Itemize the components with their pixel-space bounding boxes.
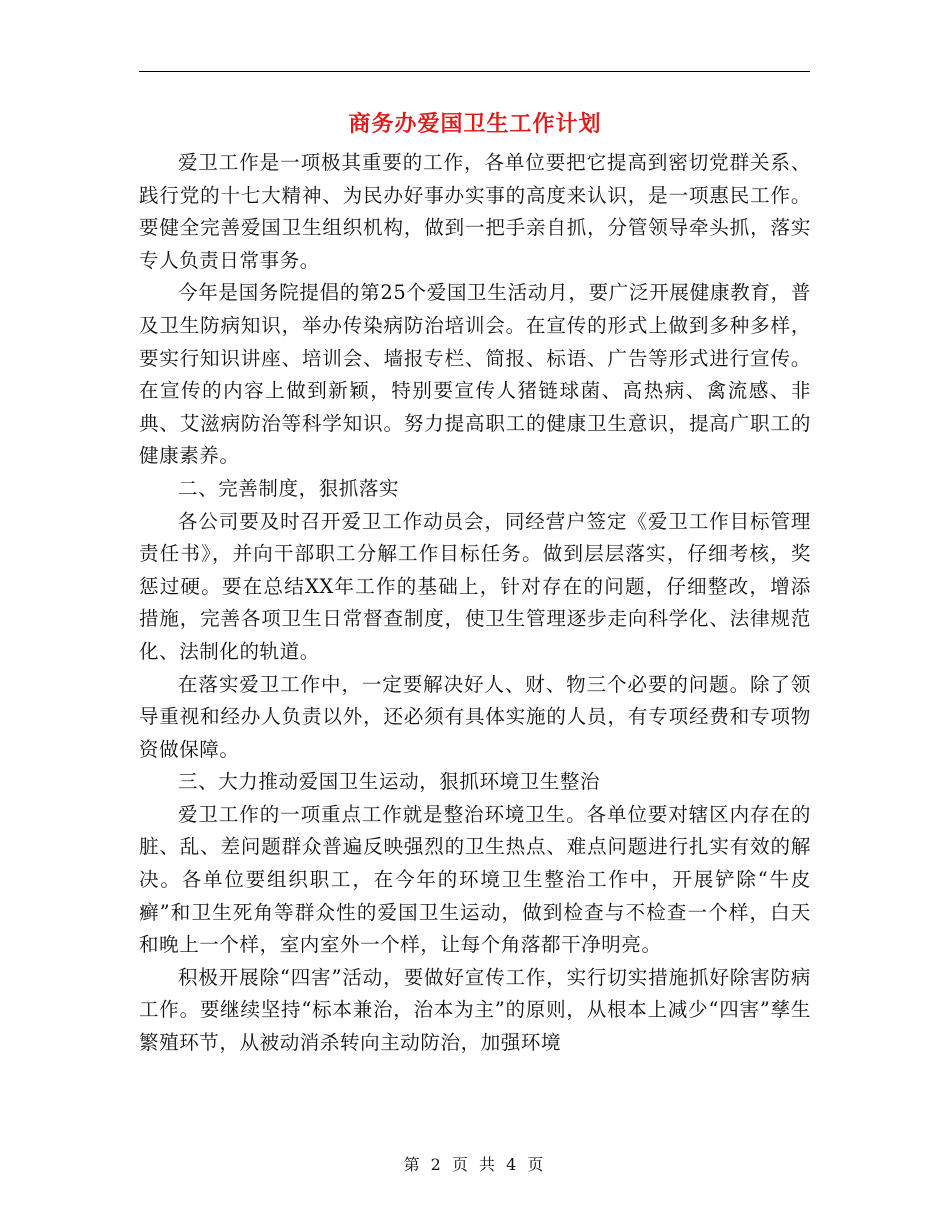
paragraph: 爱卫工作是一项极其重要的工作，各单位要把它提高到密切党群关系、践行党的十七大精神、为民办好事办实事的高度来认识，是一项惠民工作。要健全完善爱国卫生组织机构，做到一把手亲自抓，分管领导牵头抓，落实专人负责日常事务。 bbox=[139, 151, 811, 272]
page-number: 第 2 页 共 4 页 bbox=[403, 1155, 547, 1174]
section-heading: 三、大力推动爱国卫生运动，狠抓环境卫生整治 bbox=[178, 770, 601, 794]
paragraph: 爱卫工作的一项重点工作就是整治环境卫生。各单位要对辖区内存在的脏、乱、差问题群众普遍反映强烈的卫生热点、难点问题进行扎实有效的解决。各单位要组织职工，在今年的环境卫生整治工作中，开展铲除“牛皮癣”和卫生死角等群众性的爱国卫生运动，做到检查与不检查一个样，白天和晚上一个样，室内室外一个样，让每个角落都干净明亮。 bbox=[139, 802, 811, 957]
paragraph: 今年是国务院提倡的第25个爱国卫生活动月，要广泛开展健康教育，普及卫生防病知识，举办传染病防治培训会。在宣传的形式上做到多种多样，要实行知识讲座、培训会、墙报专栏、简报、标语、广告等形式进行宣传。在宣传的内容上做到新颖，特别要宣传人猪链球菌、高热病、禽流感、非典、艾滋病防治等科学知识。努力提高职工的健康卫生意识，提高广职工的健康素养。 bbox=[139, 281, 811, 468]
paragraph: 积极开展除“四害”活动，要做好宣传工作，实行切实措施抓好除害防病工作。要继续坚持“标本兼治，治本为主”的原则，从根本上减少“四害”孳生繁殖环节，从被动消杀转向主动防治，加强环境 bbox=[139, 965, 811, 1055]
document-body bbox=[139, 147, 811, 1060]
paragraph: 在落实爱卫工作中，一定要解决好人、财、物三个必要的问题。除了领导重视和经办人负责以外，还必须有具体实施的人员，有专项经费和专项物资做保障。 bbox=[139, 672, 811, 761]
paragraph: 各公司要及时召开爱卫工作动员会，同经营户签定《爱卫工作目标管理责任书》，并向干部职工分解工作目标任务。做到层层落实，仔细考核，奖惩过硬。要在总结XX年工作的基础上，针对存在的问题，仔细整改，增添措施，完善各项卫生日常督查制度，使卫生管理逐步走向科学化、法律规范化、法制化的轨道。 bbox=[139, 509, 811, 663]
section-heading: 二、完善制度，狠抓落实 bbox=[178, 476, 400, 500]
header-rule bbox=[139, 71, 810, 72]
document-title: 商务办爱国卫生工作计划 bbox=[348, 112, 602, 137]
